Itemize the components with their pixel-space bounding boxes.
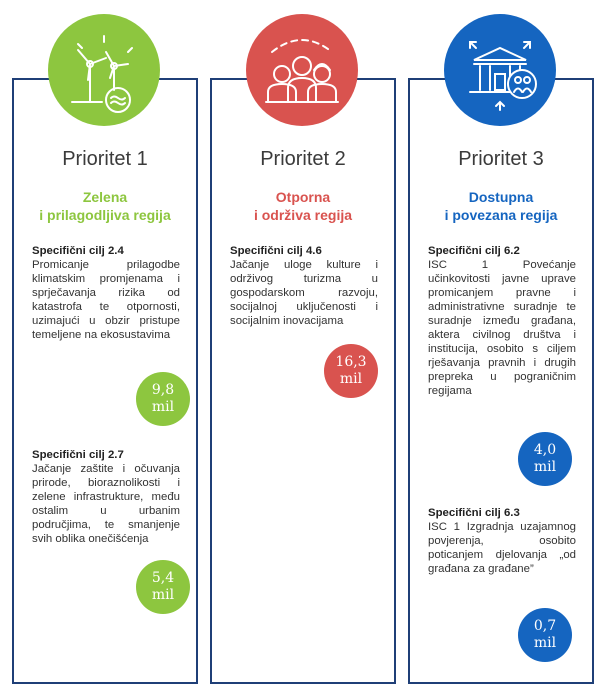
amount-badge [324,344,378,398]
priority-1-column [12,0,198,693]
region-title [12,188,198,224]
wind-turbine-icon [48,14,160,126]
goal-heading: Specifični cilj 2.7 [32,449,124,461]
goal-heading: Specifični cilj 2.4 [32,245,124,257]
amount-value: 9,8 [151,382,175,398]
goal-text: Jačanje uloge kulture i održivog turizma u gospodarskom razvoju, socijalnoj uključenosti i socijalnim inovacijama [230,259,378,327]
goal-4-6 [230,244,378,328]
region-title-line-2: i prilagodljiva regija [39,207,171,223]
amount-unit: mil [533,459,557,475]
amount-value: 16,3 [335,354,367,370]
amount-unit: mil [151,587,175,603]
goal-text: Jačanje zaštite i očuvanja prirode, bioraznolikosti i zelene infrastrukture, među ostalim u urbanim područjima, te smanjenje svih oblika onečišćenja [32,463,180,545]
goal-text: ISC 1 Povećanje učinkovitosti javne uprave promicanjem pravne i administrativne suradnje te suradnje između građana, aktera civilnog društva i institucija, osobito s ciljem rješavanja pravnih i drugih prepreka u pograničnim regijama [428,259,576,397]
amount-badge [518,608,572,662]
amount-unit: mil [151,399,175,415]
public-building-icon [444,14,556,126]
goal-heading: Specifični cilj 6.2 [428,245,520,257]
region-title-line-1: Otporna [275,189,331,205]
amount-value: 4,0 [533,442,557,458]
region-title [210,188,396,224]
region-title-line-1: Dostupna [468,189,534,205]
region-title-line-2: i održiva regija [253,207,353,223]
goal-6-3 [428,506,576,576]
region-title-line-2: i povezana regija [444,207,558,223]
amount-badge [136,560,190,614]
amount-unit: mil [339,371,363,387]
priority-2-column [210,0,396,693]
priority-title: Prioritet 3 [458,148,544,170]
priority-3-column [408,0,594,693]
region-title-line-1: Zelena [82,189,128,205]
amount-value: 5,4 [151,570,175,586]
priority-title: Prioritet 2 [260,148,346,170]
amount-badge [518,432,572,486]
goal-6-2 [428,244,576,398]
goal-heading: Specifični cilj 6.3 [428,507,520,519]
people-group-icon [246,14,358,126]
region-title [408,188,594,224]
amount-value: 0,7 [533,618,557,634]
priority-title: Prioritet 1 [62,148,148,170]
goal-text: Promicanje prilagodbe klimatskim promjenama i sprječavanja rizika od katastrofa te otpornosti, uzimajući u obzir pristupe temeljene na ekosustavima [32,259,180,341]
goal-text: ISC 1 Izgradnja uzajamnog povjerenja, osobito poticanjem djelovanja „od građana za građane” [428,521,576,575]
amount-unit: mil [533,635,557,651]
goal-2-7 [32,448,180,546]
amount-badge [136,372,190,426]
goal-2-4 [32,244,180,342]
goal-heading: Specifični cilj 4.6 [230,245,322,257]
